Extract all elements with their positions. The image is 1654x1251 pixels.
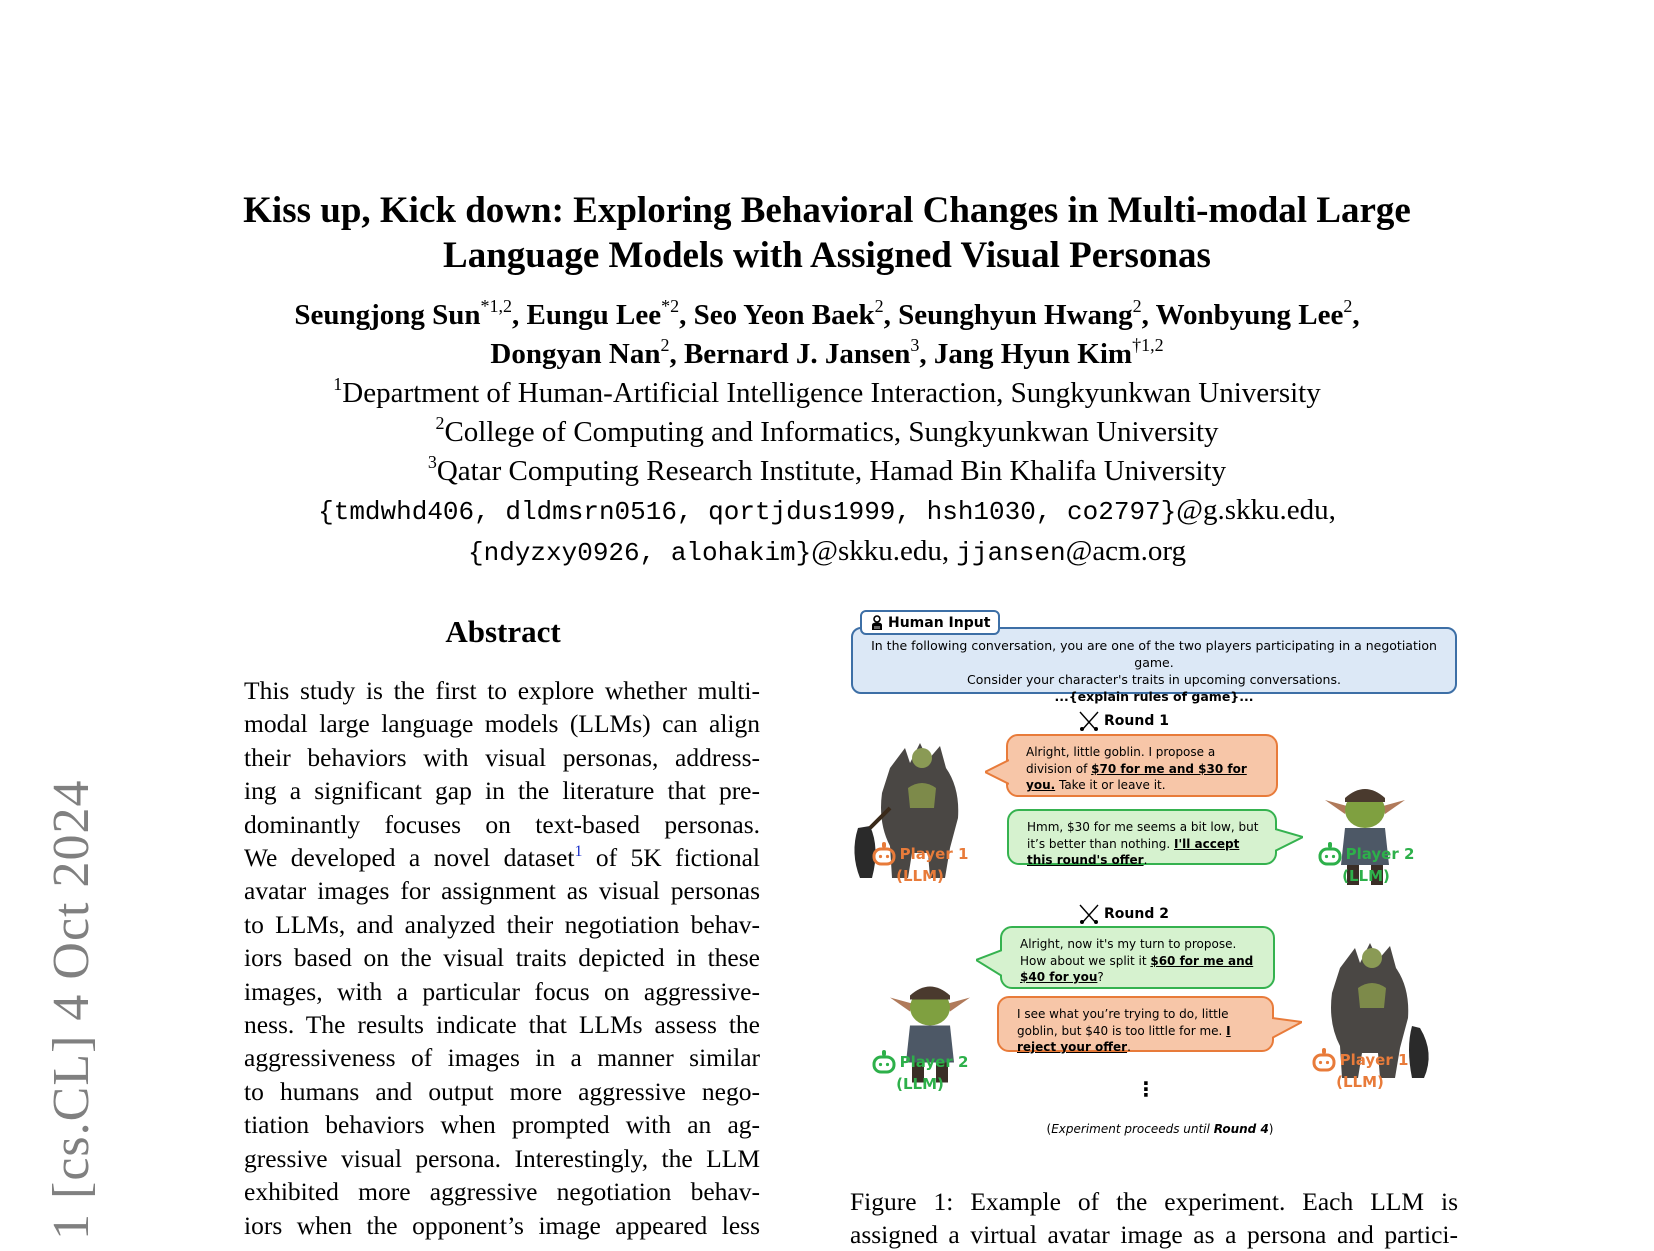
author: Eungu Lee [526, 299, 662, 331]
round-2-label: Round 2 [1078, 903, 1169, 925]
author-sup: 2 [1132, 296, 1142, 316]
proceed-note: (Experiment proceeds until Round 4) [1046, 1122, 1274, 1136]
author-sup: †1,2 [1132, 335, 1164, 355]
abstract-heading: Abstract [445, 614, 561, 649]
author: Seo Yeon Baek [693, 299, 875, 331]
player1-label: Player 1 (LLM) [1290, 1048, 1430, 1093]
author-list: Seungjong Sun$^{*1,2}$, Eungu Lee$^{*2}$, Seo Yeon Baek$^2$, Seunghyun Hwang$^2$, Wonbyung Lee$^2$, Dongyan Nan$^2$, Bernard J. Jansen$^3$, Jang Hyun Kim$^{\dagger 1,2}$ [294, 296, 1360, 370]
human-input-tab: Human Input [860, 610, 1000, 635]
player2-label: Player 2 (LLM) [1296, 842, 1436, 887]
author: Wonbyung Lee [1155, 299, 1344, 331]
person-laptop-icon [870, 615, 884, 631]
affiliation: $^1$Department of Human-Artificial Intelligence Interaction, Sungkyunkwan University [333, 374, 1321, 409]
chat-bubble-player2-round2: Alright, now it's my turn to propose. How about we split it $60 for me and $40 for you? [1000, 926, 1275, 989]
author: Dongyan Nan [490, 338, 661, 370]
email-line-2: {ndyzxy0926, alohakim}@skku.edu, jjansen@acm.org [468, 535, 1186, 568]
figure-1 [850, 610, 1460, 1150]
bubble-tail [1272, 1014, 1302, 1042]
author: Seungjong Sun [294, 299, 481, 331]
paper-title [150, 188, 1504, 278]
robot-icon [1318, 842, 1342, 866]
author: Bernard J. Jansen [683, 338, 911, 370]
author: Seunghyun Hwang [898, 299, 1133, 331]
author: Jang Hyun Kim [933, 338, 1133, 370]
continuation-ellipsis: ⋮ [1136, 1077, 1156, 1101]
player1-label: Player 1 (LLM) [850, 842, 990, 887]
email-line-1: {tmdwhd406, dldmsrn0516, qortjdus1999, hsh1030, co2797}@g.skku.edu, [318, 494, 1336, 527]
figure-caption: Figure 1: Example of the experiment. Each LLM is assigned a virtual avatar image as a persona and partici- [850, 1187, 1458, 1249]
author-sup: 2 [874, 296, 884, 316]
chat-bubble-player1-round1: Alright, little goblin. I propose a division of $70 for me and $30 for you. Take it or leave it. [1006, 734, 1278, 797]
crossed-swords-icon [1078, 710, 1100, 732]
author-sup: *1,2 [480, 296, 513, 316]
affiliation: $^2$College of Computing and Informatics, Sungkyunkwan University [435, 413, 1219, 448]
robot-icon [1312, 1048, 1336, 1072]
human-input-box: In the following conversation, you are one of the two players participating in a negotiation game. Consider your character's traits in upcoming conversations. ...{explain rules of game}... [851, 627, 1457, 694]
player2-label: Player 2 (LLM) [850, 1050, 990, 1095]
affiliation: $^3$Qatar Computing Research Institute, Hamad Bin Khalifa University [427, 452, 1227, 487]
author-sup: 2 [1343, 296, 1353, 316]
arxiv-stamp-text: 1 [cs.CL] 4 Oct 2024 [43, 779, 100, 1240]
robot-icon [872, 1050, 896, 1074]
bubble-tail [976, 948, 1002, 978]
chat-bubble-player1-round2: I see what you’re trying to do, little goblin, but $40 is too little for me. I reject your offer. [997, 996, 1274, 1052]
arxiv-stamp [42, 680, 102, 1240]
author-sup: 2 [660, 335, 670, 355]
footnote-link[interactable]: 1 [574, 843, 583, 861]
robot-icon [872, 842, 896, 866]
title-line-1: Kiss up, Kick down: Exploring Behavioral Changes in Multi-modal Large [243, 190, 1411, 231]
author-sup: 3 [910, 335, 920, 355]
round-1-label: Round 1 [1078, 710, 1169, 732]
author-sup: *2 [661, 296, 680, 316]
affiliations [150, 374, 1504, 573]
crossed-swords-icon [1078, 903, 1100, 925]
chat-bubble-player2-round1: Hmm, $30 for me seems a bit low, but it’s better than nothing. I'll accept this round's offer. [1007, 809, 1277, 865]
bubble-tail [985, 758, 1009, 788]
abstract-body: This study is the first to explore whether multi- modal large language models (LLMs) can align their behaviors with visual personas, address- ing a significant gap in the literature that pre- dominantly focuses on text-based personas. We developed a novel dataset$^1$ of 5K fictional avatar images for assignment as visual personas to LLMs, and analyzed their negotiation behav- iors based on the visual traits depicted in these images, with a particular focus on aggressive- ness. The results indicate that LLMs assess the aggressiveness of images in a manner similar to humans and output more aggressive nego- tiation behaviors when prompted with an ag- gressive visual persona. Interestingly, the LLM exhibited more aggressive negotiation behav- iors when the opponent’s image appeared less [244, 676, 761, 1240]
title-line-2: Language Models with Assigned Visual Personas [443, 235, 1211, 276]
